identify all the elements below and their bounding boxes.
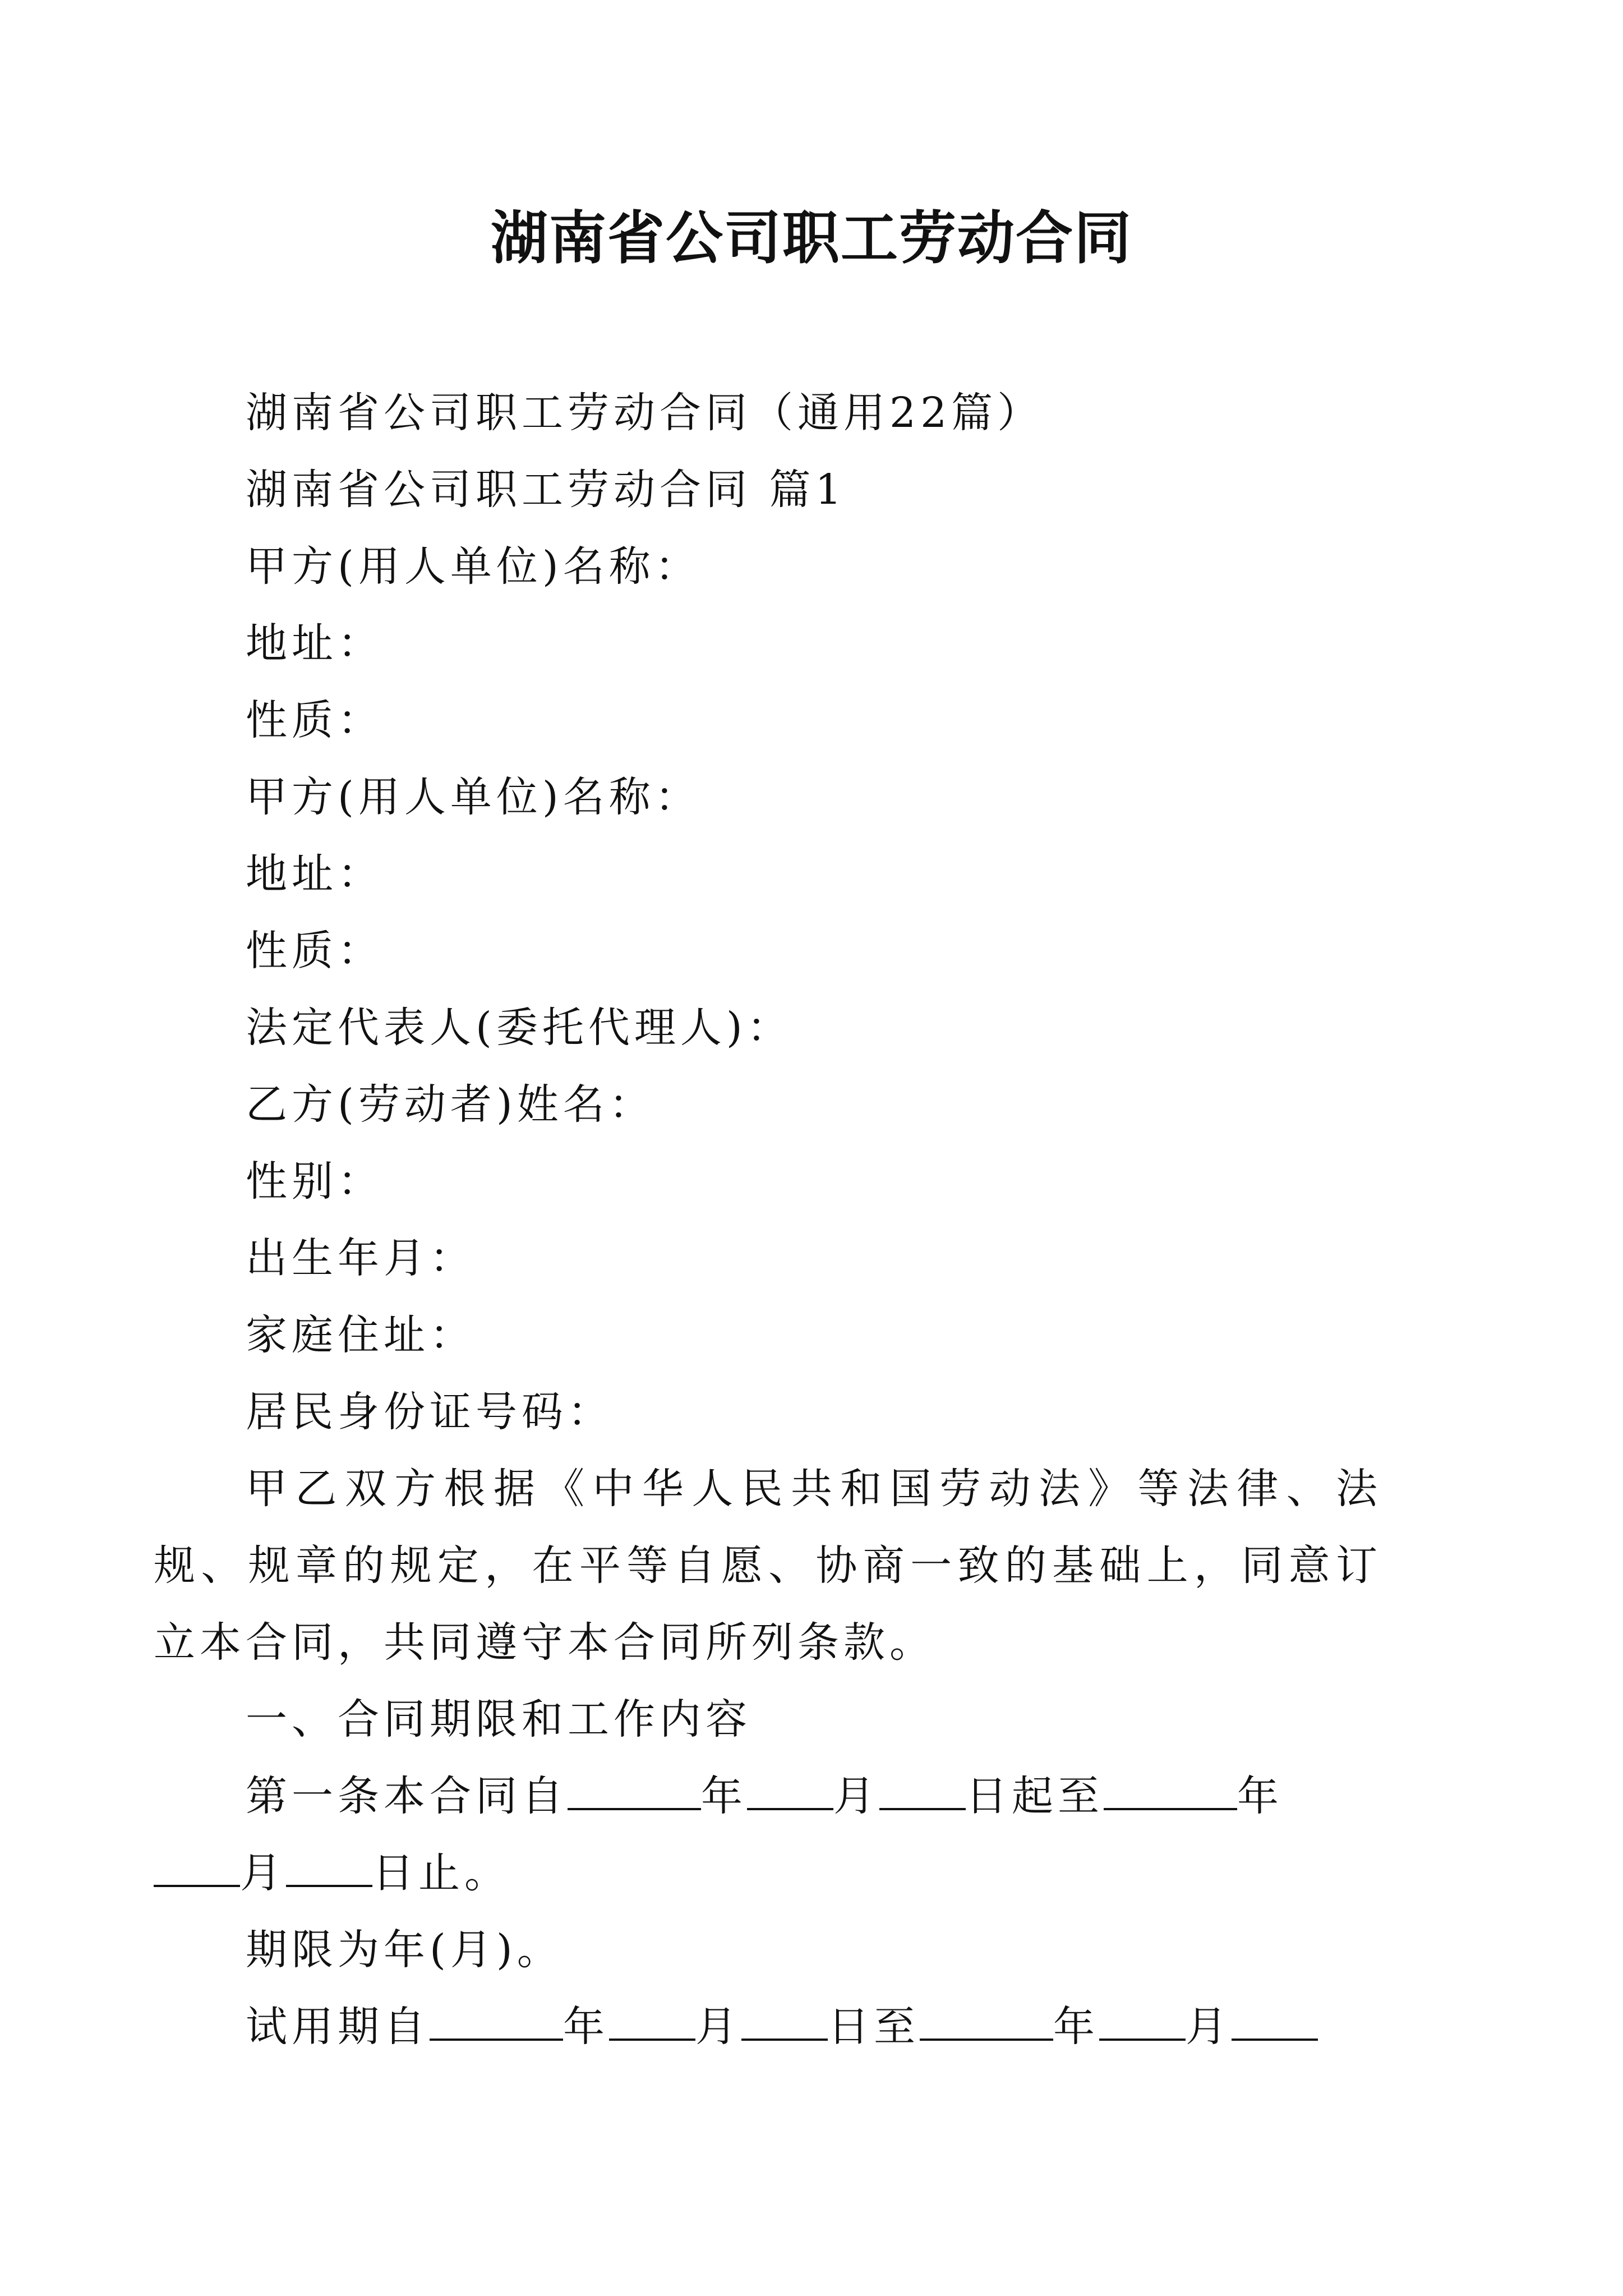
probation-end-month-label: 月 [1186, 2003, 1232, 2051]
start-year-label: 年 [701, 1772, 747, 1820]
end-day-blank [286, 1846, 372, 1887]
probation-start-month-label: 月 [695, 2003, 741, 2051]
party-b-birth-line: 出生年月： [246, 1234, 476, 1282]
article-1-line-2 [154, 1835, 1382, 1912]
end-year-blank [1104, 1769, 1237, 1810]
start-day-label: 日起至 [966, 1772, 1104, 1820]
article-1-line-1 [246, 1758, 1382, 1835]
party-a-name-line-2: 甲方(用人单位)名称： [246, 773, 701, 821]
party-a-address-line: 地址： [246, 619, 384, 668]
party-a-nature-line-2: 性质： [246, 927, 384, 975]
end-day-label: 日止。 [372, 1849, 510, 1897]
end-month-label: 月 [240, 1849, 286, 1897]
document-body [246, 375, 1382, 1451]
start-day-blank [879, 1769, 966, 1810]
probation-text: 试用期自 [246, 2003, 430, 2051]
probation-start-day-blank [741, 1999, 828, 2041]
party-a-name-line: 甲方(用人单位)名称： [246, 542, 701, 591]
party-a-address-line-2: 地址： [246, 850, 384, 898]
probation-end-year-blank [920, 1999, 1053, 2041]
party-a-nature-line: 性质： [246, 696, 384, 744]
party-b-gender-line: 性别： [246, 1157, 384, 1205]
section-title-line: 湖南省公司职工劳动合同 篇1 [246, 466, 846, 514]
probation-start-year-label: 年 [563, 2003, 609, 2051]
probation-start-year-blank [430, 1999, 563, 2041]
document-title: 湖南省公司职工劳动合同 [491, 205, 1132, 272]
start-month-blank [747, 1769, 833, 1810]
party-b-id-number-line: 居民身份证号码： [246, 1388, 614, 1436]
party-b-home-address-line: 家庭住址： [246, 1311, 476, 1359]
end-month-blank [154, 1846, 240, 1887]
term-line: 期限为年(月)。 [246, 1926, 563, 1974]
probation-end-day-blank [1232, 1999, 1318, 2041]
legal-representative-line: 法定代表人(委托代理人)： [246, 1004, 793, 1052]
party-b-name-line: 乙方(劳动者)姓名： [246, 1080, 655, 1129]
probation-start-month-blank [609, 1999, 695, 2041]
article-1-text: 第一条本合同自 [246, 1772, 568, 1820]
probation-end-year-label: 年 [1053, 2003, 1099, 2051]
start-month-label: 月 [833, 1772, 879, 1820]
intro-paragraph: 甲乙双方根据《中华人民共和国劳动法》等法律、法规、规章的规定，在平等自愿、协商一致的基础上，同意订立本合同，共同遵守本合同所列条款。 [154, 1465, 1382, 1667]
probation-line [246, 1989, 1382, 2065]
probation-start-day-label: 日至 [828, 2003, 920, 2051]
contract-body [154, 1451, 1382, 2065]
start-year-blank [568, 1769, 701, 1810]
subtitle-line: 湖南省公司职工劳动合同（通用22篇） [246, 389, 1044, 437]
end-year-label: 年 [1237, 1772, 1283, 1820]
section-heading: 一、合同期限和工作内容 [246, 1695, 751, 1743]
probation-end-month-blank [1099, 1999, 1186, 2041]
